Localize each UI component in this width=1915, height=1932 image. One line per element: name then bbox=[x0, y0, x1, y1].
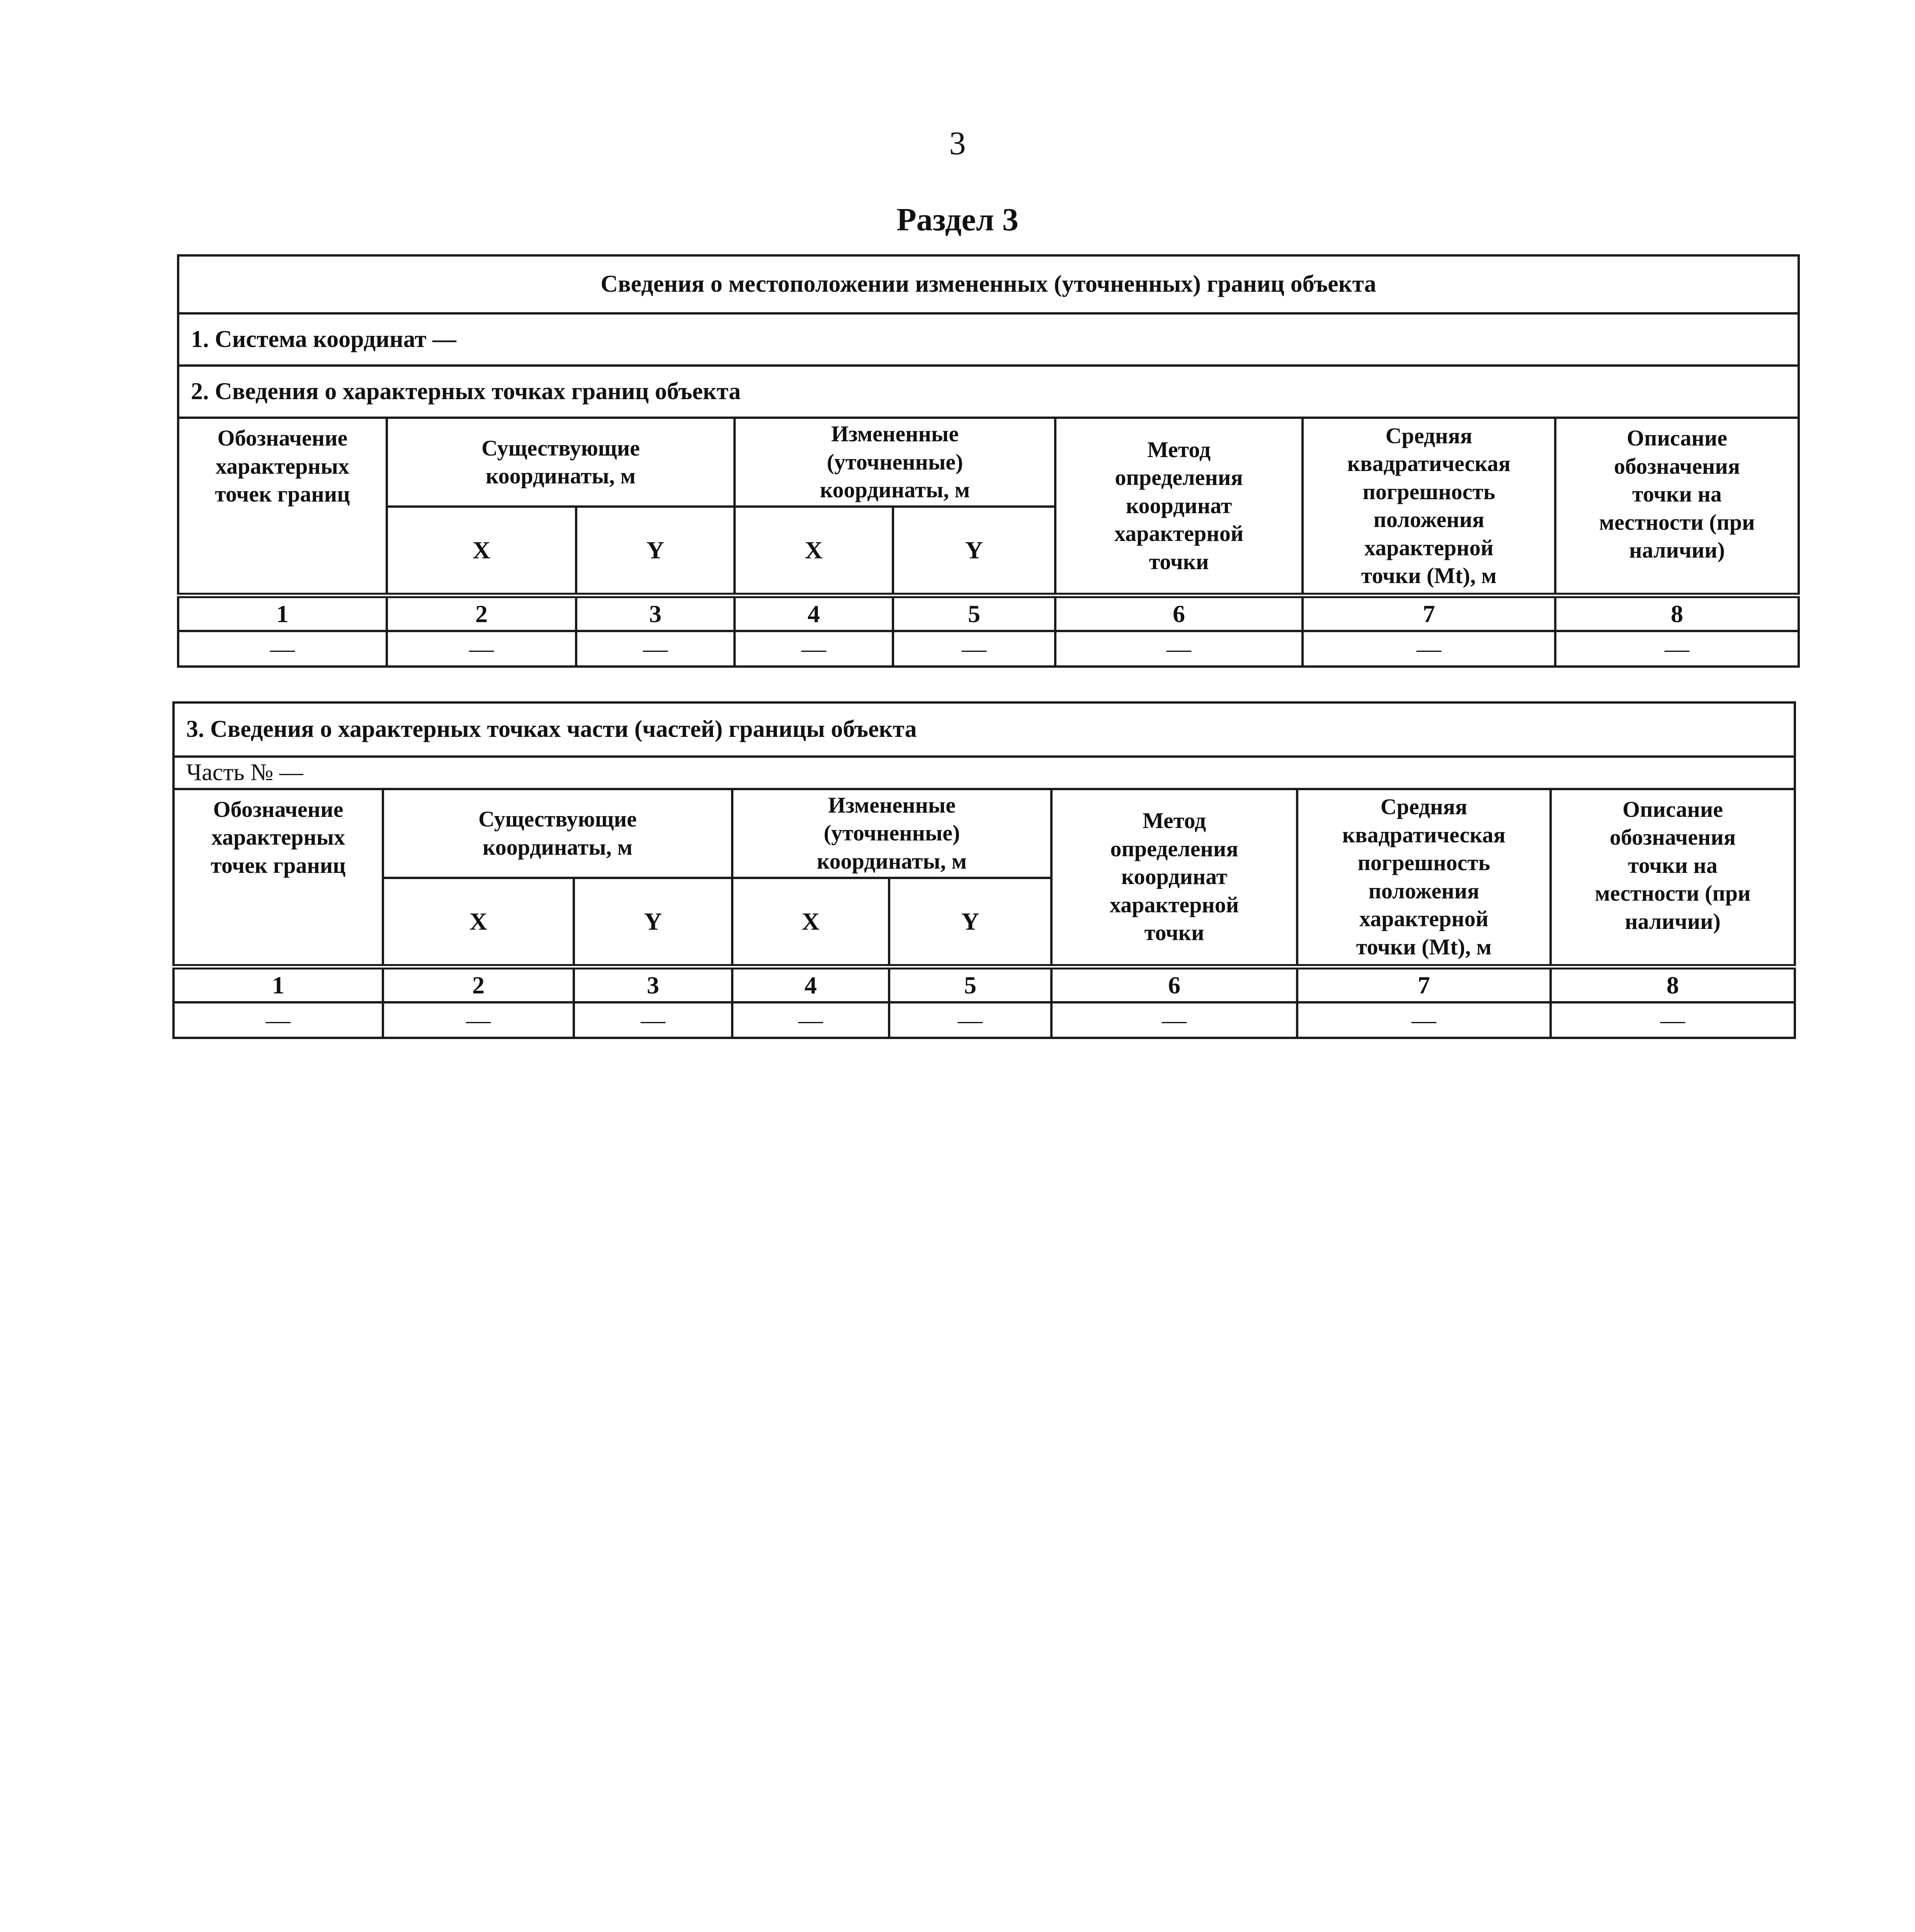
header-x: X bbox=[387, 507, 576, 595]
column-number: 3 bbox=[576, 595, 735, 631]
table-cell: — bbox=[574, 1002, 732, 1038]
table-title: Сведения о местоположении измененных (уточненных) границ объекта bbox=[178, 255, 1799, 313]
table-cell: — bbox=[1055, 631, 1303, 667]
column-number: 5 bbox=[893, 595, 1055, 631]
table-cell: — bbox=[1551, 1002, 1795, 1038]
column-number: 2 bbox=[383, 967, 574, 1002]
header-changed-coords: Измененные (уточненные) координаты, м bbox=[732, 789, 1051, 878]
header-x: X bbox=[732, 878, 889, 967]
header-y: Y bbox=[893, 507, 1055, 595]
header-description: Описание обозначения точки на местности (при наличии) bbox=[1555, 418, 1799, 595]
section-title: Раздел 3 bbox=[896, 202, 1019, 238]
header-description: Описание обозначения точки на местности (при наличии) bbox=[1551, 789, 1795, 967]
table-cell: — bbox=[1297, 1002, 1551, 1038]
column-number: 7 bbox=[1303, 595, 1555, 631]
header-method: Метод определения координат характерной точки bbox=[1051, 789, 1297, 967]
table-cell: — bbox=[576, 631, 735, 667]
header-designation: Обозначение характерных точек границ bbox=[178, 418, 387, 595]
table-row bbox=[178, 631, 1799, 667]
page-number: 3 bbox=[949, 124, 966, 162]
header-y: Y bbox=[889, 878, 1051, 967]
column-number: 3 bbox=[574, 967, 732, 1002]
header-y: Y bbox=[576, 507, 735, 595]
column-number: 1 bbox=[173, 967, 383, 1002]
table-cell: — bbox=[178, 631, 387, 667]
table-cell: — bbox=[383, 1002, 574, 1038]
coordinate-system: 1. Система координат — bbox=[178, 313, 1799, 366]
header-changed-coords: Измененные (уточненные) координаты, м bbox=[735, 418, 1055, 507]
column-number: 8 bbox=[1551, 967, 1795, 1002]
table-cell: — bbox=[732, 1002, 889, 1038]
table-cell: — bbox=[889, 1002, 1051, 1038]
header-x: X bbox=[383, 878, 574, 967]
part-number: Часть № — bbox=[173, 757, 1795, 789]
column-number: 2 bbox=[387, 595, 576, 631]
column-number: 5 bbox=[889, 967, 1051, 1002]
boundary-part-points-table bbox=[172, 701, 1796, 1039]
table-row bbox=[173, 1002, 1795, 1038]
column-number: 4 bbox=[732, 967, 889, 1002]
table-cell: — bbox=[1051, 1002, 1297, 1038]
header-x: X bbox=[735, 507, 893, 595]
column-number: 6 bbox=[1055, 595, 1303, 631]
boundary-location-table bbox=[177, 254, 1800, 668]
table-cell: — bbox=[735, 631, 893, 667]
header-error: Средняя квадратическая погрешность положения характерной точки (Mt), м bbox=[1297, 789, 1551, 967]
header-y: Y bbox=[574, 878, 732, 967]
table-cell: — bbox=[1303, 631, 1555, 667]
column-number: 6 bbox=[1051, 967, 1297, 1002]
header-designation: Обозначение характерных точек границ bbox=[173, 789, 383, 967]
header-existing-coords: Существующие координаты, м bbox=[387, 418, 735, 507]
table-cell: — bbox=[893, 631, 1055, 667]
header-existing-coords: Существующие координаты, м bbox=[383, 789, 732, 878]
points-heading: 2. Сведения о характерных точках границ объекта bbox=[178, 366, 1799, 418]
column-number: 4 bbox=[735, 595, 893, 631]
header-method: Метод определения координат характерной точки bbox=[1055, 418, 1303, 595]
column-number: 7 bbox=[1297, 967, 1551, 1002]
part-points-heading: 3. Сведения о характерных точках части (частей) границы объекта bbox=[173, 702, 1795, 757]
table-cell: — bbox=[1555, 631, 1799, 667]
table-cell: — bbox=[387, 631, 576, 667]
header-error: Средняя квадратическая погрешность положения характерной точки (Mt), м bbox=[1303, 418, 1555, 595]
table-cell: — bbox=[173, 1002, 383, 1038]
column-number: 1 bbox=[178, 595, 387, 631]
column-number: 8 bbox=[1555, 595, 1799, 631]
